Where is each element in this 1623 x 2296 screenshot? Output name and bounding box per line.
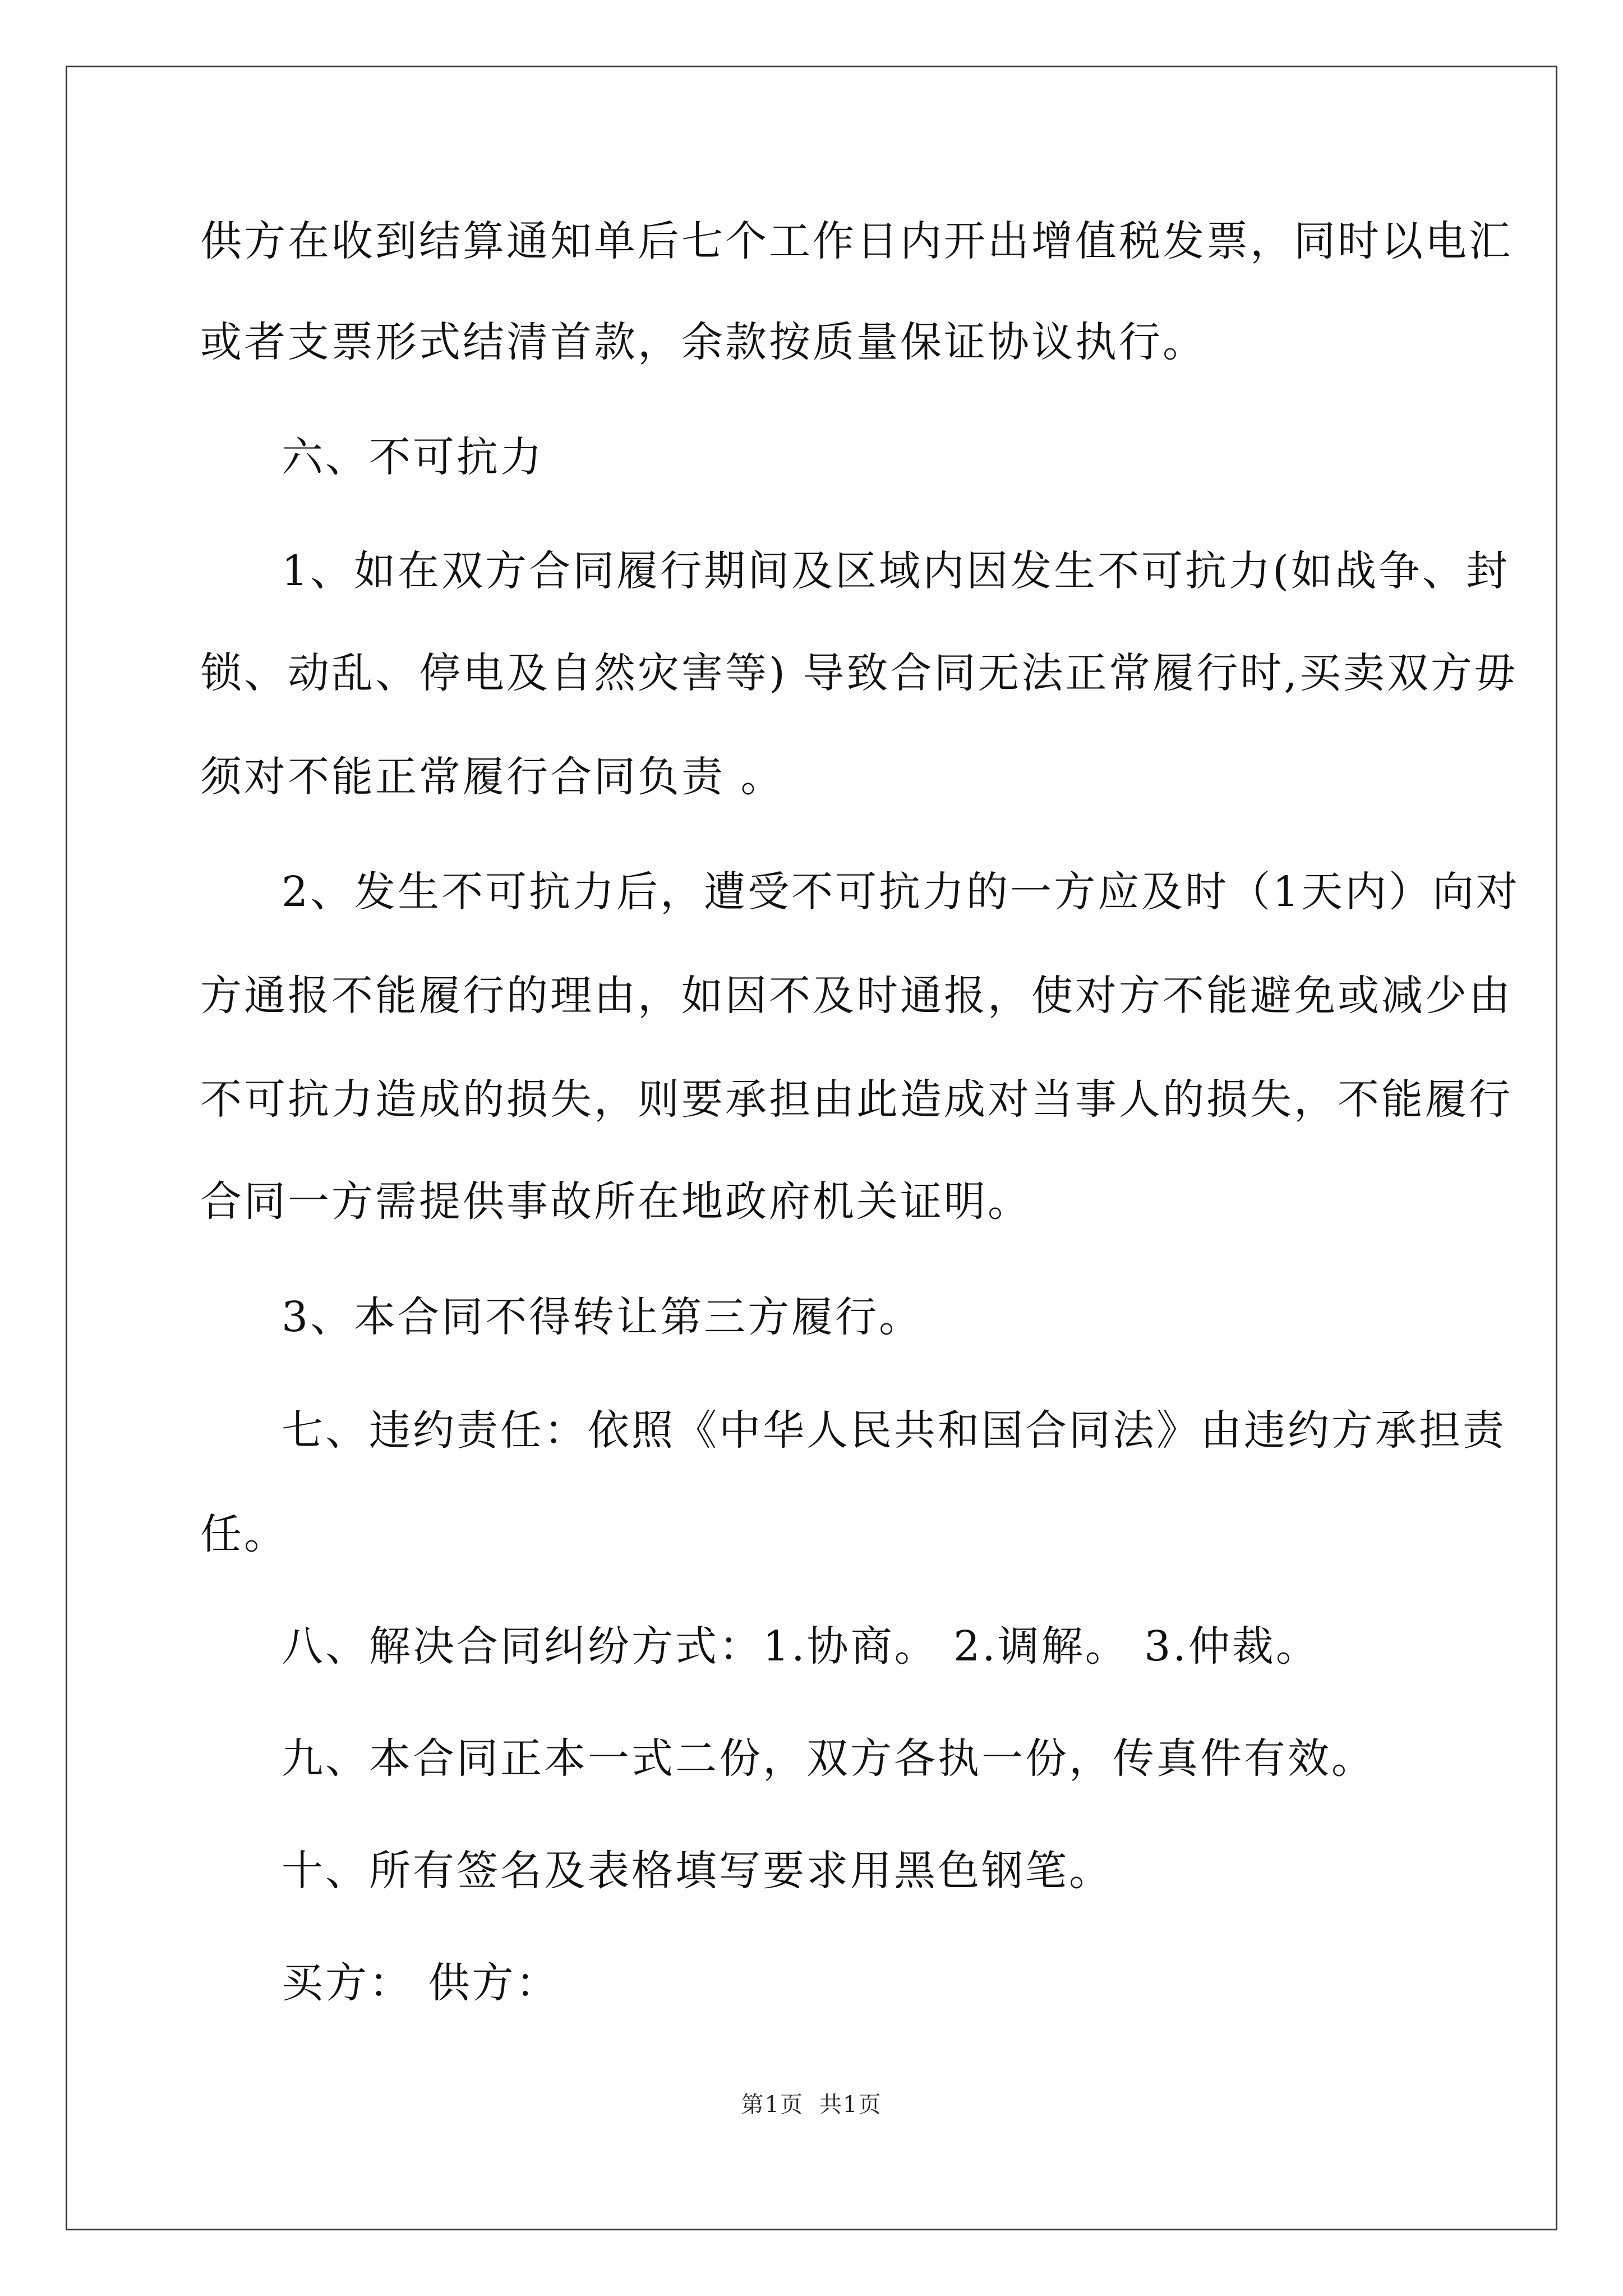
clause-line: 1、如在双方合同履行期间及区域内因发生不可抗力(如战争、封 [282, 547, 1510, 595]
clause-line: 2、发生不可抗力后，遭受不可抗力的一方应及时（1天内）向对 [282, 868, 1520, 916]
clause-line: 不可抗力造成的损失，则要承担由此造成对当事人的损失，不能履行 [200, 1075, 1513, 1124]
page-total: 共1页 [819, 2092, 882, 2118]
page-border [66, 66, 1557, 2230]
page-number: 第1页 [741, 2092, 804, 2118]
section-heading-force-majeure: 六、不可抗力 [282, 433, 544, 481]
paragraph-line: 或者支票形式结清首款，余款按质量保证协议执行。 [200, 318, 1206, 366]
clause-line: 须对不能正常履行合同负责 。 [200, 753, 785, 801]
clause-line: 锁、动乱、停电及自然灾害等) 导致合同无法正常履行时,买卖双方毋 [200, 649, 1518, 697]
clause-line: 3、本合同不得转让第三方履行。 [282, 1293, 923, 1341]
section-heading-breach: 七、违约责任：依照《中华人民共和国合同法》由违约方承担责 [282, 1406, 1506, 1455]
signature-parties: 买方： 供方： [282, 1959, 560, 2007]
section-heading-signature: 十、所有签名及表格填写要求用黑色钢笔。 [282, 1847, 1113, 1895]
page-footer [0, 2087, 1623, 2119]
clause-line: 合同一方需提供事故所在地政府机关证明。 [200, 1177, 1031, 1226]
paragraph-line: 供方在收到结算通知单后七个工作日内开出增值税发票，同时以电汇 [200, 217, 1513, 265]
section-heading-dispute: 八、解决合同纠纷方式：1.协商。 2.调解。 3.仲裁。 [282, 1622, 1320, 1671]
clause-line: 方通报不能履行的理由，如因不及时通报，使对方不能避免或减少由 [200, 972, 1513, 1020]
section-heading-copies: 九、本合同正本一式二份，双方各执一份，传真件有效。 [282, 1734, 1375, 1783]
clause-line: 任。 [200, 1510, 288, 1558]
